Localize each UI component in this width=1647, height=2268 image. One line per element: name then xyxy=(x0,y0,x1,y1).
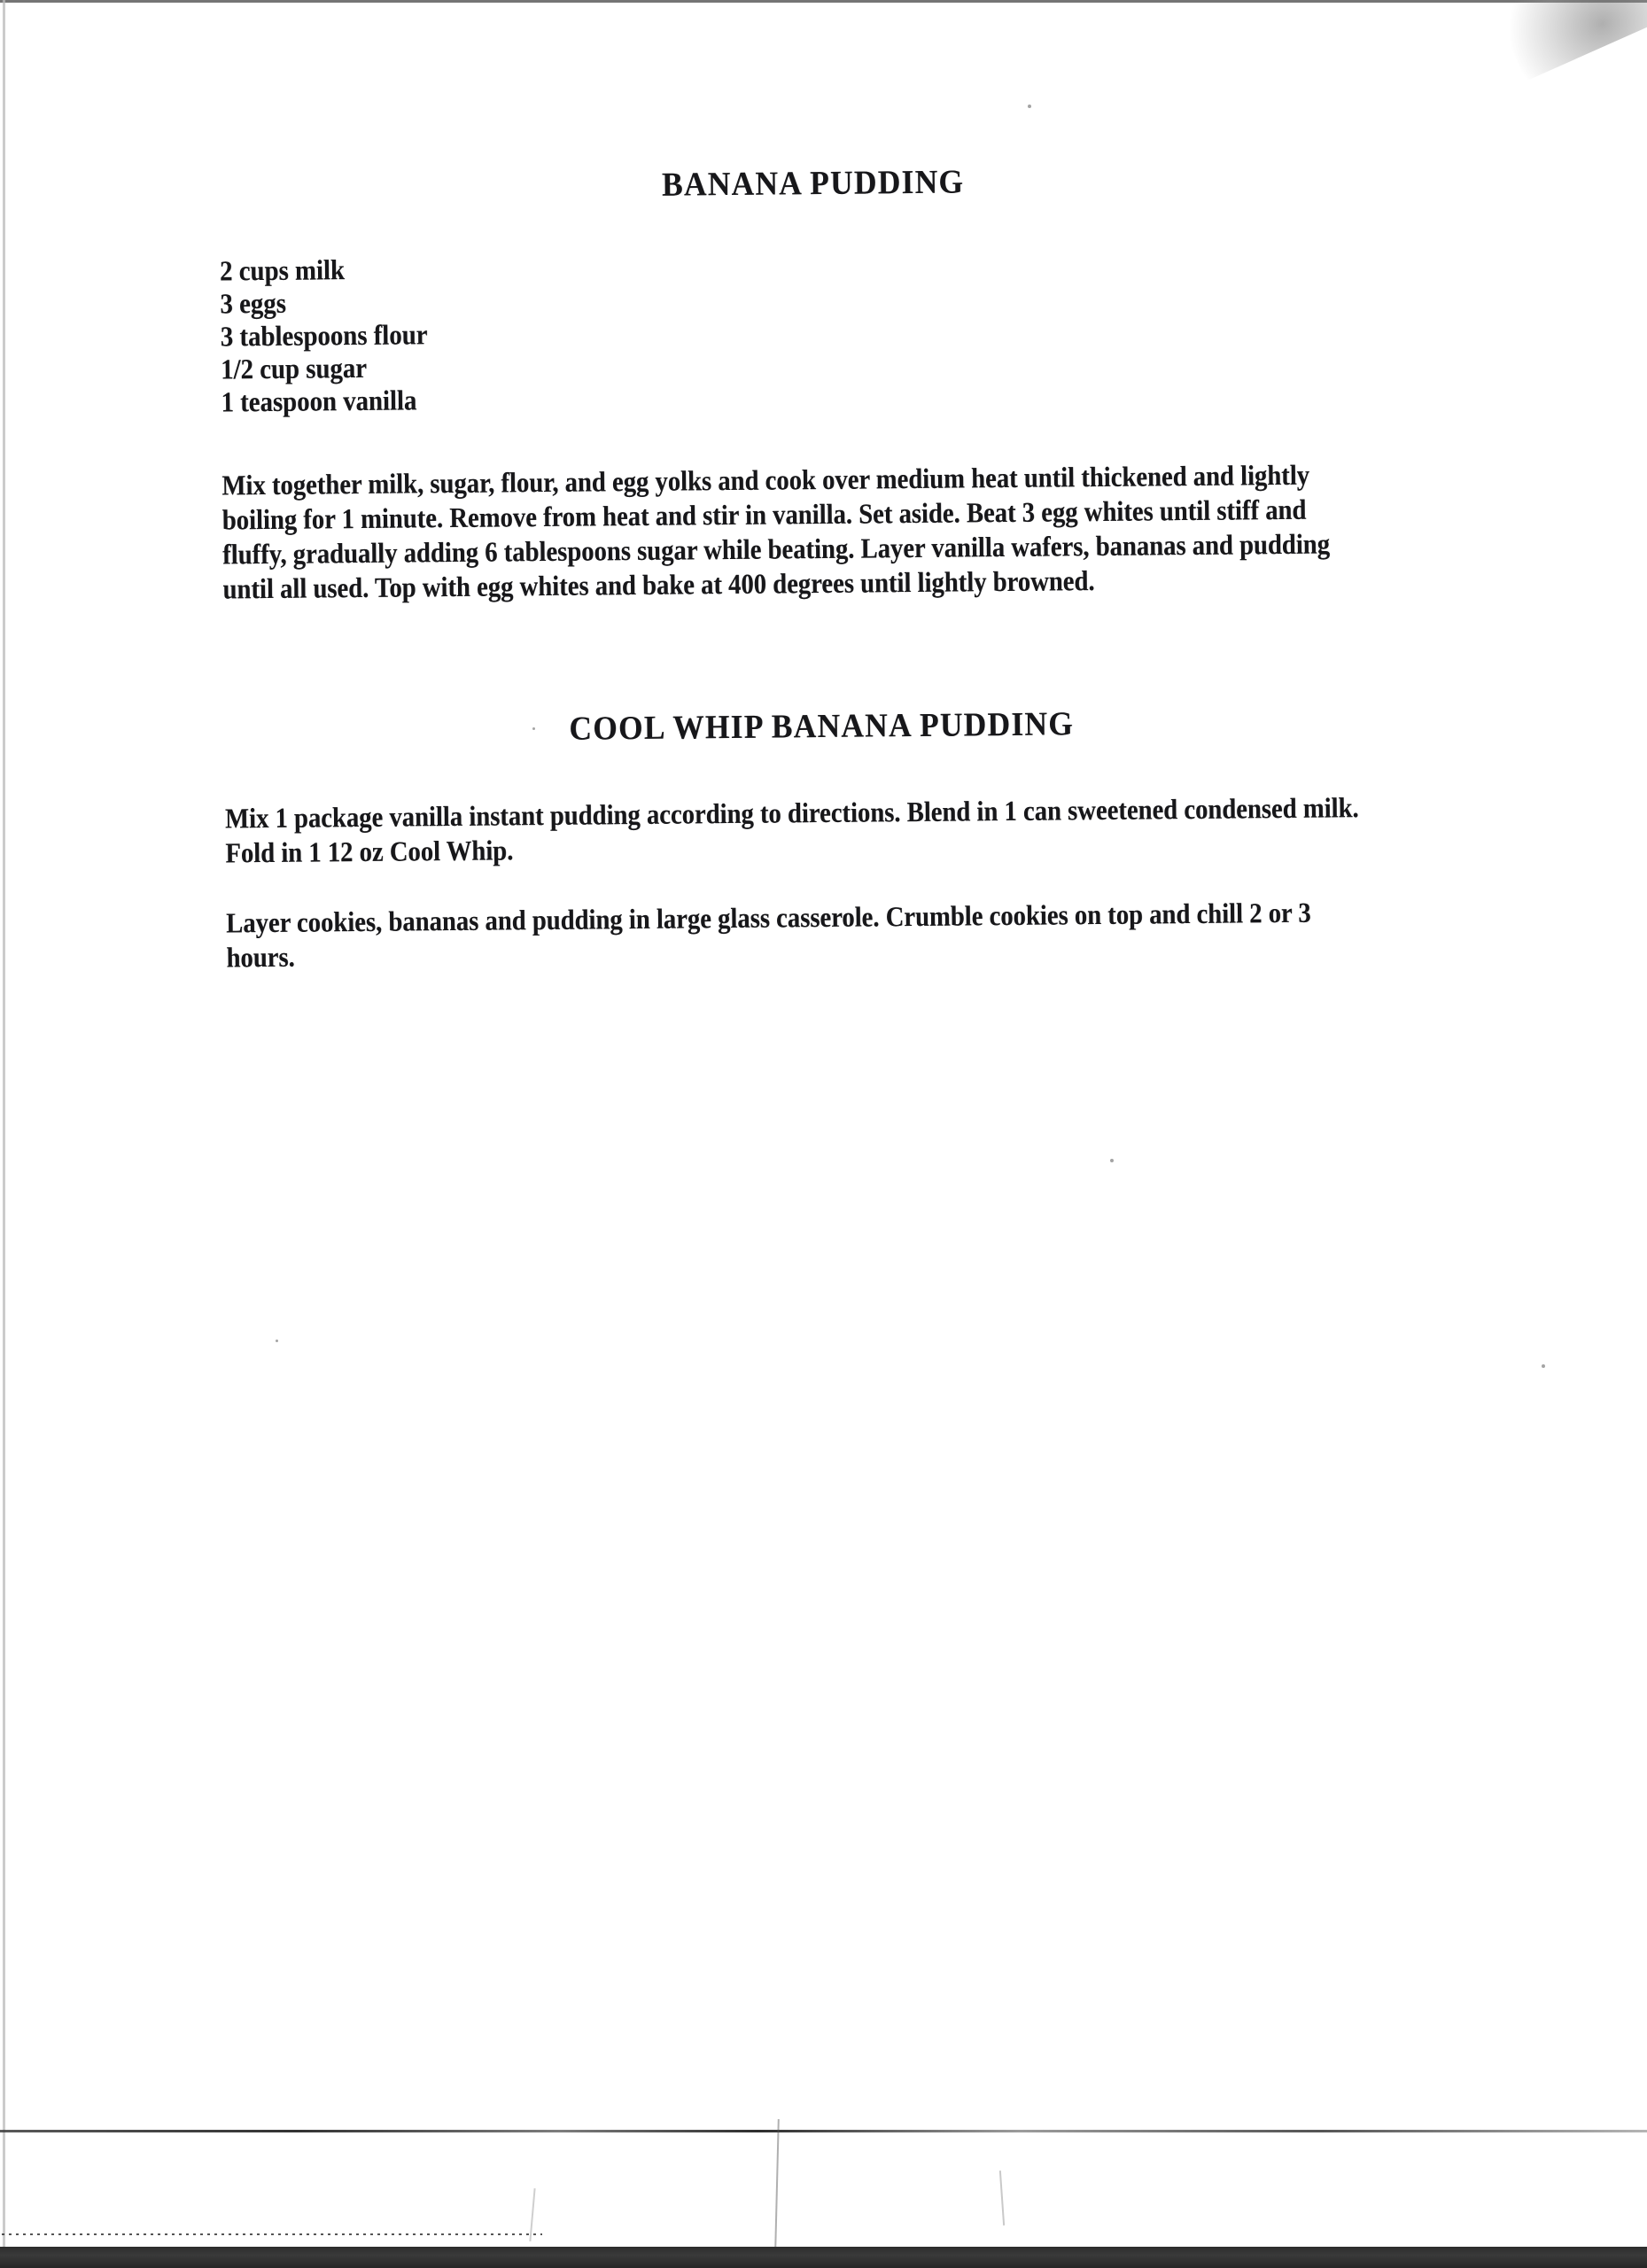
ingredient-item: 2 cups milk xyxy=(219,253,346,287)
ingredient-item: 1/2 cup sugar xyxy=(220,351,368,385)
ingredient-item: 3 eggs xyxy=(220,286,286,320)
recipe-title: COOL WHIP BANANA PUDDING xyxy=(569,705,1075,748)
document-body xyxy=(219,159,1379,975)
scan-dotted-line xyxy=(2,2233,542,2235)
scan-horizontal-line xyxy=(0,2130,1647,2132)
recipe-banana-pudding xyxy=(219,159,1375,606)
ingredient-item: 3 tablespoons flour xyxy=(220,318,428,353)
scan-bottom-band xyxy=(0,2247,1647,2268)
recipe-cool-whip-banana-pudding xyxy=(224,702,1379,975)
ingredient-list xyxy=(220,244,1373,418)
recipe-instructions: Layer cookies, bananas and pudding in large glass casserole. Crumble cookies on top and chill 2 or 3 hours. xyxy=(225,896,1311,974)
section-gap xyxy=(223,595,1376,712)
ingredient-item: 1 teaspoon vanilla xyxy=(221,384,417,418)
recipe-instructions: Mix together milk, sugar, flour, and egg yolks and cook over medium heat until thickened and lightly boiling for 1 minute. Remove from heat and stir in vanilla. Set aside. Beat 3 egg whites until stiff and fluffy, gradually adding 6 tablespoons sugar while beating. Layer vanilla wafers, bananas and pudding until all used. Top with egg whites and bake at 400 degrees until lightly browned. xyxy=(221,458,1331,605)
recipe-instructions: Mix 1 package vanilla instant pudding according to directions. Blend in 1 can sweetened condensed milk. Fold in 1 12 oz Cool Whip. xyxy=(224,791,1359,869)
recipe-title: BANANA PUDDING xyxy=(661,163,965,204)
